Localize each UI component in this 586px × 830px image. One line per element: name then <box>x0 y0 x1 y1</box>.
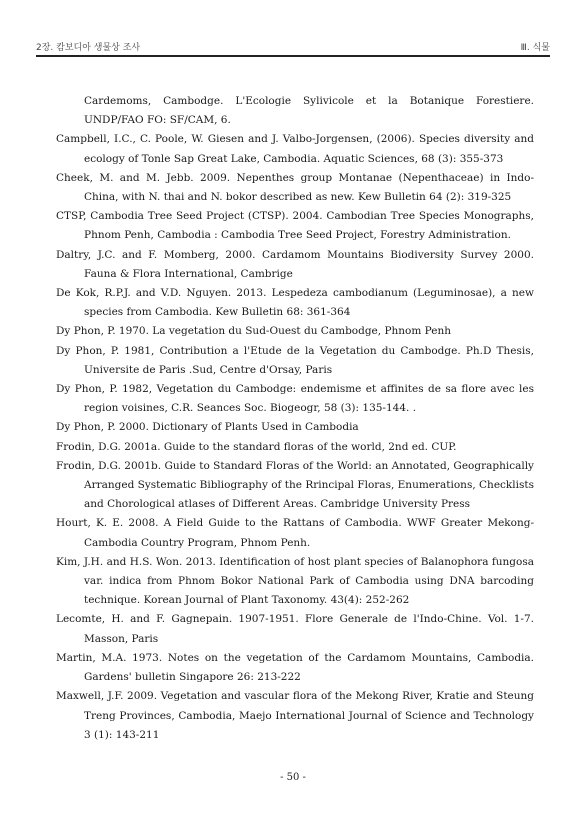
header-divider <box>36 55 550 57</box>
reference-entry: Frodin, D.G. 2001b. Guide to Standard Floras of the World: an Annotated, Geographically Arranged Systematic Bibliography of the Rrincipal Floras, Enumerations, Checklists and Chorological atlases of Different Areas. Cambridge University Press <box>56 459 534 511</box>
section-title: Ⅲ. 식물 <box>520 43 550 53</box>
reference-entry: Lecomte, H. and F. Gagnepain. 1907-1951. Flore Generale de l'Indo-Chine. Vol. 1-7. Masson, Paris <box>56 613 534 645</box>
reference-entry: Frodin, D.G. 2001a. Guide to the standard floras of the world, 2nd ed. CUP. <box>56 440 457 453</box>
reference-entry: Cardemoms, Cambodge. L'Ecologie Sylivicole et la Botanique Forestiere. UNDP/FAO FO: SF/CAM, 6. <box>84 95 534 127</box>
reference-entry: Campbell, I.C., C. Poole, W. Giesen and J. Valbo-Jorgensen, (2006). Species diversity and ecology of Tonle Sap Great Lake, Cambodia. Aquatic Sciences, 68 (3): 355-373 <box>56 133 534 165</box>
reference-entry: Daltry, J.C. and F. Momberg, 2000. Cardamom Mountains Biodiversity Survey 2000. Fauna & Flora International, Cambrige <box>56 248 534 280</box>
reference-entry: Cheek, M. and M. Jebb. 2009. Nepenthes group Montanae (Nepenthaceae) in Indo-China, with N. thai and N. bokor described as new. Kew Bulletin 64 (2): 319-325 <box>56 171 534 204</box>
reference-entry: Dy Phon, P. 1970. La vegetation du Sud-Ouest du Cambodge, Phnom Penh <box>56 325 451 338</box>
reference-entry: Maxwell, J.F. 2009. Vegetation and vascular flora of the Mekong River, Kratie and Steung Treng Provinces, Cambodia, Maejo International Journal of Science and Technology 3 (1): 143-211 <box>56 690 534 741</box>
reference-list <box>56 92 534 745</box>
reference-entry: Martin, M.A. 1973. Notes on the vegetation of the Cardamom Mountains, Cambodia. Gardens' bulletin Singapore 26: 213-222 <box>56 651 534 684</box>
reference-entry: De Kok, R.P.J. and V.D. Nguyen. 2013. Lespedeza cambodianum (Leguminosae), a new species from Cambodia. Kew Bulletin 68: 361-364 <box>56 287 534 319</box>
chapter-title: 2장. 캄보디아 생물상 조사 <box>36 43 141 53</box>
page-number: - 50 - <box>280 772 306 783</box>
reference-entry: Kim, J.H. and H.S. Won. 2013. Identification of host plant species of Balanophora fungosa var. indica from Phnom Bokor National Park of Cambodia using DNA barcoding technique. Korean Journal of Plant Taxonomy. 43(4): 252-262 <box>56 555 534 607</box>
running-header <box>36 40 550 53</box>
reference-entry: Dy Phon, P. 1981, Contribution a l'Etude de la Vegetation du Cambodge. Ph.D Thesis, Universite de Paris .Sud, Centre d'Orsay, Paris <box>56 344 534 376</box>
reference-entry: Dy Phon, P. 1982, Vegetation du Cambodge: endemisme et affinites de sa flore avec les region voisines, C.R. Seances Soc. Biogeogr, 58 (3): 135-144. . <box>56 383 534 415</box>
reference-entry: CTSP, Cambodia Tree Seed Project (CTSP). 2004. Cambodian Tree Species Monographs, Phnom Penh, Cambodia : Cambodia Tree Seed Project, Forestry Administration. <box>56 210 534 242</box>
reference-entry: Hourt, K. E. 2008. A Field Guide to the Rattans of Cambodia. WWF Greater Mekong-Cambodia Country Program, Phnom Penh. <box>56 517 534 549</box>
reference-entry: Dy Phon, P. 2000. Dictionary of Plants Used in Cambodia <box>56 421 359 434</box>
